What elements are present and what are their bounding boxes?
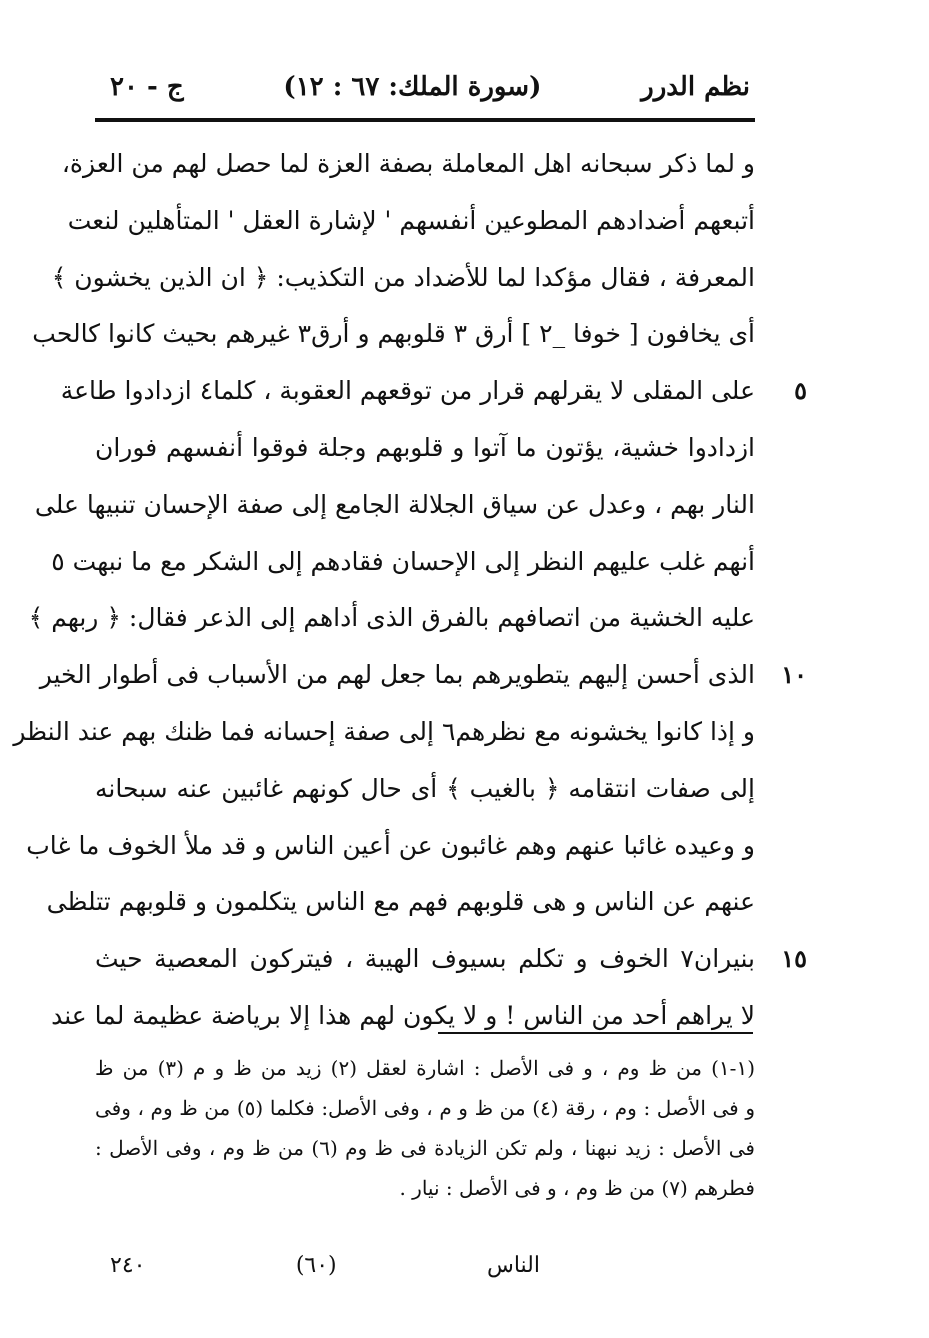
text-line [61, 136, 755, 193]
line-text: النار بهم ، وعدل عن سياق الجلالة الجامع إلى صفة الإحسان تنبيها على [34, 489, 755, 519]
footnote-line: (١-١) من ظ وم ، و فى الأصل : اشارة لعقل (٢) زيد من ظ و م (٣) من ظ [95, 1056, 755, 1080]
text-line [32, 306, 755, 363]
text-line [60, 363, 807, 420]
line-text: عليه الخشية من اتصافهم بالفرق الذى أداهم إلى الذعر فقال: ﴿ ربهم ﴾ [28, 603, 755, 633]
surah-reference: (سورة الملك: ٦٧ : ١٢) [283, 72, 542, 102]
text-line [39, 647, 807, 704]
line-number: ٥ [794, 376, 807, 406]
footnote-line: و فى الأصل : وم ، رقة (٤) من ظ و م ، وفى الأصل: فكلما (٥) من ظ وم ، وفى [95, 1096, 755, 1120]
catchword: الناس [486, 1252, 540, 1278]
line-text: إلى صفات انتقامه ﴿ بالغيب ﴾ أى حال كونهم غائبين عنه سبحانه [95, 773, 755, 803]
line-number: ١٥ [781, 944, 807, 974]
body-text [13, 136, 807, 1045]
line-text: و لما ذكر سبحانه اهل المعاملة بصفة العزة لما حصل لهم من العزة، [61, 149, 755, 178]
text-line [95, 931, 807, 988]
text-line [28, 590, 755, 647]
line-text: و إذا كانوا يخشونه مع نظرهم٦ إلى صفة إحسانه فما ظنك بهم عند النظر [13, 716, 755, 746]
text-line [51, 534, 755, 591]
line-text: ازدادوا خشية، يؤتون ما آتوا و قلوبهم وجلة فوقوا أنفسهم فوران [95, 432, 755, 462]
line-text: و وعيده غائبا عنهم وهم غائبون عن أعين الناس و قد ملأ الخوف ما غاب [26, 830, 755, 860]
page-header [110, 66, 750, 108]
text-line [34, 477, 755, 534]
line-text: بنيران٧ الخوف و تكلم بسيوف الهيبة ، فيتركون المعصية حيث [95, 944, 755, 974]
line-text: لا يراهم أحد من الناس ! و لا يكون لهم هذا إلا برياضة عظيمة لما عند [51, 1000, 755, 1030]
footnote-line: فطرهم (٧) من ظ وم ، و فى الأصل : نيار . [399, 1176, 755, 1200]
line-text: على المقلى لا يقرلهم قرار من توقعهم العقوبة ، كلما٤ ازدادوا طاعة [60, 376, 755, 406]
text-line [46, 874, 755, 931]
text-line [95, 420, 755, 477]
line-text: أى يخافون [ خوفا _٢ ] أرق ٣ قلوبهم و أرق٣ غيرهم بحيث كانوا كالحب [32, 319, 755, 349]
page-footer [110, 1245, 540, 1285]
footnote-line: فى الأصل : زيد نبهنا ، ولم تكن الزيادة فى ظ وم (٦) من ظ وم ، وفى الأصل : [95, 1136, 755, 1160]
text-line [13, 704, 755, 761]
text-line [51, 988, 755, 1045]
line-text: أتبعهم أضدادهم المطوعين أنفسهم ' لإشارة العقل ' المتأهلين لنعت [67, 205, 755, 235]
line-text: المعرفة ، فقال مؤكدا لما للأضداد من التكذيب: ﴿ ان الذين يخشون ﴾ [51, 262, 755, 292]
line-text: عنهم عن الناس و هى قلوبهم فهم مع الناس يتكلمون و قلوبهم تتلظى [46, 887, 755, 917]
footnotes [95, 1048, 755, 1208]
text-line [67, 193, 755, 250]
header-rule [95, 118, 755, 122]
volume-number: ج - ٢٠ [110, 72, 184, 102]
text-line [95, 761, 755, 818]
footnote-rule [438, 1032, 753, 1034]
line-text: الذى أحسن إليهم يتطويرهم بما جعل لهم من الأسباب فى أطوار الخير [39, 660, 755, 690]
line-text: أنهم غلب عليهم النظر إلى الإحسان فقادهم إلى الشكر مع ما نبهت ٥ [51, 546, 755, 576]
text-line [51, 250, 755, 307]
book-title: نظم الدرر [641, 72, 750, 102]
text-line [26, 818, 755, 875]
page-number: ٢٤٠ [110, 1252, 146, 1278]
line-number: ١٠ [781, 660, 807, 690]
part-number: (٦٠) [295, 1252, 337, 1278]
